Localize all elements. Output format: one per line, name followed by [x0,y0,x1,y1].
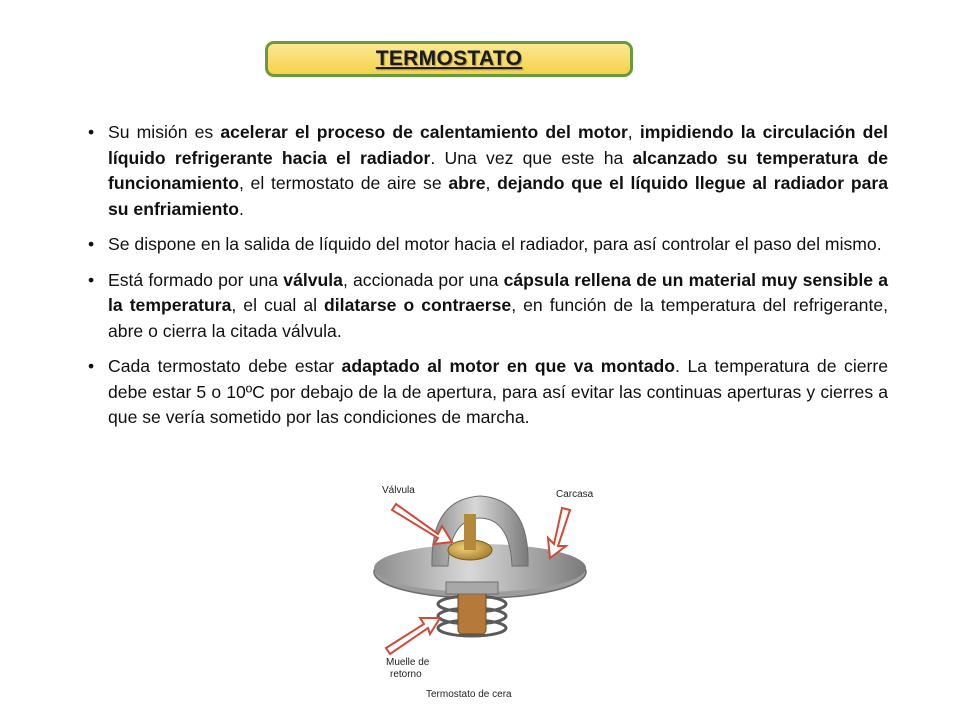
wax-capsule [458,592,486,634]
text-segment: Su misión es [108,122,221,142]
label-spring-1: Muelle de [386,657,430,668]
text-segment: Está formado por una [108,269,284,290]
text-segment: , el cual al [231,295,325,315]
text-segment: . La temperatura de cierre debe estar 5 o 10ºC por debajo de la de apertura, para así evitar las continuas aperturas y cierres a que se vería sometido por las condiciones de marcha. [108,356,889,427]
text-segment: , [485,173,498,193]
text-segment: , accionada por una [342,269,504,290]
bold-text: alcanzado su temperatura de funcionamiento [108,147,888,193]
label-housing: Carcasa [556,489,594,500]
thermostat-figure [360,474,600,706]
text-segment: Cada termostato debe estar [108,356,342,376]
bold-text: válvula [283,269,343,290]
bold-text: acelerar el proceso de calentamiento del motor [220,122,628,142]
bold-text: adaptado al motor en que va montado [341,356,676,376]
bold-text: dilatarse o contraerse [324,295,512,315]
bullet-item [88,232,888,258]
text-segment: , el termostato de aire se [238,173,449,193]
bullet-item [88,120,888,222]
bold-text: impidiendo la circulación del líquido refrigerante hacia el radiador [108,122,888,168]
label-valve: Válvula [382,485,415,496]
text-segment: Se dispone en la salida de líquido del motor hacia el radiador, para así controlar el paso del mismo. [108,234,882,254]
spring-arrow [386,618,440,654]
title-box [265,41,633,77]
text-segment: , [627,122,640,142]
bullet-list [88,120,888,441]
bullet-item [88,354,888,431]
bullet-item [88,268,888,345]
slide-title: TERMOSTATO [375,47,523,70]
housing-arrow [548,508,570,558]
bold-text: abre [448,173,486,193]
figure-caption: Termostato de cera [426,689,512,700]
text-segment: . Una vez que este ha [430,147,633,168]
label-spring-2: retorno [390,669,422,680]
bold-text: dejando que el líquido llegue al radiador para su enfriamiento [108,173,888,219]
text-segment: . [239,198,244,219]
bold-text: cápsula rellena de un material muy sensible a la temperatura [108,269,888,315]
text-segment: , en función de la temperatura del refrigerante, abre o cierra la citada válvula. [108,295,888,341]
